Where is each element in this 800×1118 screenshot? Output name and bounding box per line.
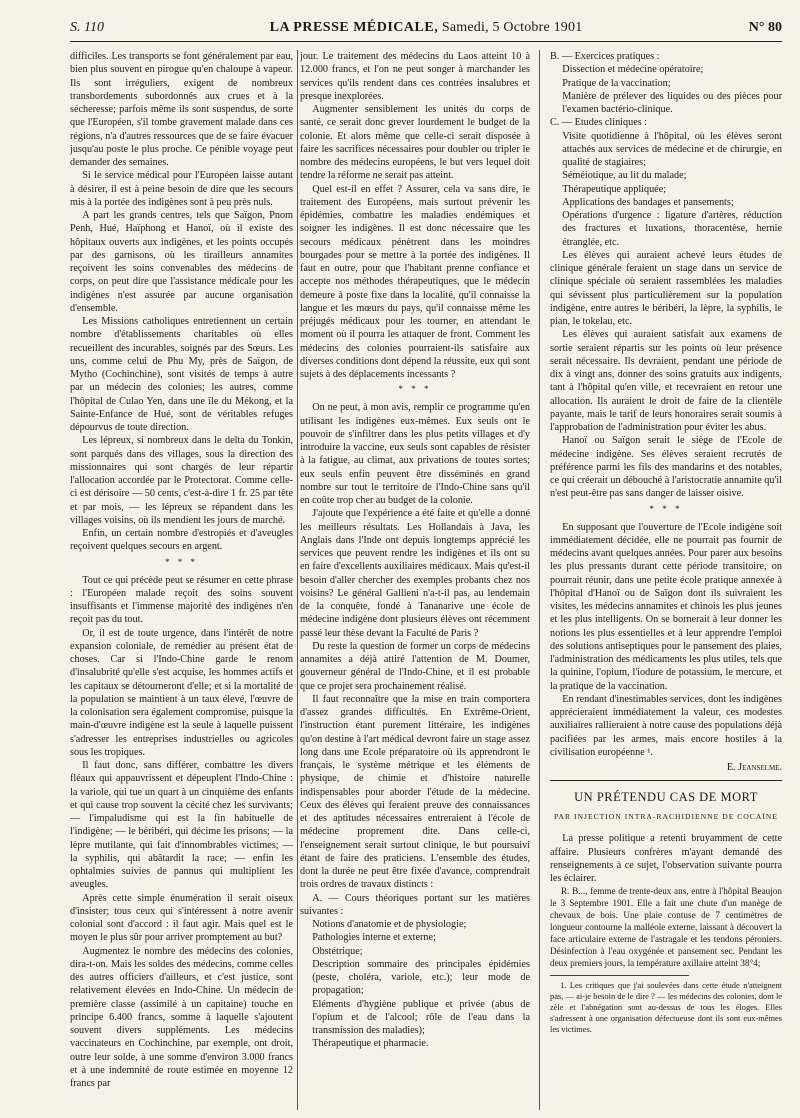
- header-rule: [70, 41, 782, 42]
- list-item: Opérations d'urgence : ligature d'artères, réduction des fractures et luxations, thoracentèse, hernie étranglée, etc.: [562, 210, 782, 248]
- issue-number: N° 80: [748, 20, 782, 35]
- list-item: Dissection et médecine opératoire;: [562, 64, 704, 76]
- paragraph: On ne peut, à mon avis, remplir ce programme qu'en utilisant les indigènes eux-mêmes. Eux seuls ont le pouvoir de s'infiltrer dans les plus petits villages et d'y introduire la vaccine, eux seuls sont capables de résister à la fatigue, au climat, aux privations de toutes sortes; eux seuls enfin peuvent être disséminés en grand nombre sur tout le territoire de l'Indo-Chine sans qu'il en coûte trop cher au budget de la colonie.: [300, 402, 530, 506]
- section-separator: * * *: [649, 503, 683, 514]
- list-item: Applications des bandages et pansements;: [562, 196, 734, 208]
- list-item: Manière de prélever des liquides ou des pièces pour l'examen bactério-clinique.: [562, 90, 782, 115]
- footnote-rule: [550, 975, 689, 976]
- paragraph: Les élèves qui auraient satisfait aux examens de sortie seraient répartis sur les points où leur présence serait nécessaire. Ils devraient, pendant une période de dix à vingt ans, donner des soins gratuits aux indigents, tant à l'hôpital qu'en ville, et recevraient en retour une allocation. Ils auraient le droit de faire de la clientèle payante, mais le tarif de leurs honoraires serait soumis à l'approbation de l'administration pour éviter les abus.: [550, 329, 782, 433]
- article-rule: [550, 780, 782, 781]
- list-item: Thérapeutique et pharmacie.: [312, 1038, 429, 1050]
- column-divider: [539, 50, 540, 1110]
- section-separator: * * *: [165, 556, 198, 567]
- section-heading: B. — Exercices pratiques :: [550, 51, 660, 62]
- paragraph: J'ajoute que l'expérience a été faite et qu'elle a donné les meilleurs résultats. Les Hollandais à Java, les Anglais dans l'Inde ont depuis longtemps apprécié les services que peuvent rendre les indigènes et ils ont su en faire d'excellents auxiliaires médicaux. Mais qu'est-il besoin d'aller chercher des exemples probants chez nos voisins? Le général Gallieni n'a-t-il pas, au lendemain de la conquête, fondé à Tananarive une école de médecine indigène dont plusieurs élèves ont récemment passé leur thèse devant la Faculté de Paris ?: [300, 508, 530, 639]
- paragraph: Tout ce qui précède peut se résumer en cette phrase : l'Européen malade reçoit des soins souvent insuffisants et l'immense majorité des indigènes n'en reçoit pas du tout.: [70, 574, 293, 626]
- clinical-list: [550, 130, 782, 249]
- list-item: Visite quotidienne à l'hôpital, où les élèves seront attachés aux services de médecine et de chirurgie, en qualité de stagiaires;: [562, 130, 782, 168]
- footnote: 1. Les critiques que j'ai soulevées dans cette étude n'atteignent pas, — ai-je besoin de le dire ? — les médecins des colonies, dont le zèle et l'abnégation sont au-dessus de tous les éloges. Elles s'adressent à une organisation défectueuse dont ils sont eux-mêmes les victimes.: [550, 981, 782, 1035]
- paragraph: A part les grands centres, tels que Saïgon, Pnom Penh, Hué, Haïphong et Hanoï, où il existe des hôpitaux ouverts aux indigènes, et les points occupés par des garnisons, où les tirailleurs annamites reçoivent les soins convenables des médecins de corps, on peut dire que l'assistance médicale pour les indigènes n'est assurée par aucune organisation d'ensemble.: [70, 210, 293, 314]
- list-item: Thérapeutique appliquée;: [562, 183, 667, 195]
- paragraph: jour. Le traitement des médecins du Laos atteint 10 à 12.000 francs, et l'on ne peut songer à marchander les services qu'ils rendent dans ces contrées insalubres et presque inexplorées.: [300, 51, 530, 102]
- column-2: [300, 50, 530, 1110]
- column-3: [550, 50, 782, 1110]
- column-divider: [297, 50, 298, 1110]
- paragraph: Les élèves qui auraient achevé leurs études de clinique générale feraient un stage dans un service de clinique spéciale où seraient rassemblées les maladies qui sévissent plus particulièrement sur la population indigène, entre autres le béribéri, la lèpre, la syphilis, le pian, le tokelau, etc.: [550, 249, 782, 327]
- article-subtitle: PAR INJECTION INTRA-RACHIDIENNE DE COCAÏNE: [554, 812, 778, 822]
- paragraph: Du reste la question de former un corps de médecins annamites a déjà attiré l'attention de M. Doumer, gouverneur général de l'Indo-Chine, et il est probable que ce projet sera prochainement réalisé.: [300, 640, 530, 692]
- paragraph: Or, il est de toute urgence, dans l'intérêt de notre expansion coloniale, de remédier au présent état de choses. Car si l'Indo-Chine garde le renom d'insalubrité qu'elle s'est acquise, les hommes actifs et les capitaux se détourneront d'elle; et si la mortalité de la population se maintient à un taux élevé, l'œuvre de la colonisation sera également compromise, puisque la main-d'œuvre indigène est la seule à laquelle puissent s'adresser les entreprises industrielles ou agricoles sous les tropiques.: [70, 627, 293, 758]
- masthead: [70, 18, 782, 38]
- paragraph: Il faut donc, sans différer, combattre les divers fléaux qui appauvrissent et dépeuplent l'Indo-Chine : la variole, qui tue un quart à un cinquième des enfants et qui cause trop souvent la cécité chez les survivants; — l'impaludisme qui est la fin habituelle de l'indigène; — le béribéri, qui décime les prisons; — la lèpre mutilante, qui fait d'innombrables victimes; — la syphilis, qui abâtardit la race; — enfin les ophtalmies suivies de pannus qui multiplient les aveugles.: [70, 760, 293, 891]
- paragraph: difficiles. Les transports se font généralement par eau, bien plus souvent en pirogue qu'en chaloupe à vapeur. Ils sont irréguliers, exigent de nombreux transbordements subordonnés aux crues et à la sécheresse; parfois même ils sont suspendus, de sorte que l'Européen, s'il tombe gravement malade dans ces régions, n'a d'autres ressources que de se faire évacuer jusqu'au poste le plus proche. Ce pénible voyage peut demander des semaines.: [70, 51, 293, 168]
- paragraph: Augmenter sensiblement les unités du corps de santé, ce serait donc grever lourdement le budget de la colonie. Et alors même que celle-ci serait disposée à faire les sacrifices nécessaires pour doubler ou tripler le nombre des médecins européens, le but vers lequel doit tendre la réforme ne serait pas atteint.: [300, 104, 530, 182]
- journal-title: LA PRESSE MÉDICALE,: [269, 20, 439, 35]
- list-item: Eléments d'hygiène publique et privée (abus de l'opium et de l'alcool; rôle de l'eau dans la transmission des maladies);: [312, 998, 530, 1036]
- list-item: Notions d'anatomie et de physiologie;: [312, 919, 467, 930]
- paragraph: La presse politique a retenti bruyamment de cette affaire. Plusieurs confrères m'ayant demandé des renseignements à ce sujet, l'observation suivante pourra les éclairer.: [550, 833, 782, 884]
- issue-date: Samedi, 5 Octobre 1901: [441, 20, 583, 35]
- page-header: [70, 18, 782, 38]
- section-separator: * * *: [398, 384, 432, 395]
- author-signature: E. Jeanselme.: [726, 762, 782, 773]
- section-heading: C. — Etudes cliniques :: [550, 117, 648, 129]
- article-title: UN PRÉTENDU CAS DE MORT: [574, 790, 758, 805]
- exercise-list: [550, 63, 782, 116]
- paragraph: Il faut reconnaître que la mise en train comportera d'assez grandes difficultés. En Extrême-Orient, l'instruction étant purement littéraire, les indigènes qu'on destine à l'art médical devront faire un stage assez long dans une Ecole préparatoire où ils apprendront le français, le système métrique et les éléments de physique, de chimie et d'histoire naturelle indispensables pour aborder l'étude de la médecine. Ceux des élèves qui feraient preuve des connaissances et des aptitudes nécessaires entreraient à l'école de médecine proprement dite. Dans celle-ci, l'enseignement serait surtout clinique, le but poursuivi étant de faire des praticiens. L'ensemble des études, dont la durée ne peut être fixée d'avance, comprendrait trois ordres de travaux distincts :: [300, 693, 530, 891]
- course-heading: A. — Cours théoriques portant sur les matières suivantes :: [300, 892, 530, 917]
- paragraph: Augmentez le nombre des médecins des colonies, dira-t-on. Mais les soldes des médecins, comme celles des autres officiers d'ailleurs, et c'est justice, sont relativement élevées en Indo-Chine. Un médecin de première classe (assimilé à un capitaine) touche en principe 6.400 francs, somme à laquelle s'ajoutent souvent divers suppléments. Les médecins vaccinateurs en Cochinchine, par exemple, ont droit, outre leur solde, à une somme d'environ 3.000 francs et à une indemnité de route estimée en moyenne 12 francs par: [70, 945, 293, 1089]
- paragraph: Hanoï ou Saïgon serait le siège de l'Ecole de médecine indigène. Ses élèves seraient recrutés de préférence parmi les fils des mandarins et des notables, ce qui créerait un débouché à l'aristocratie annamite qu'il n'est peut-être pas sans danger de laisser oisive.: [550, 435, 782, 500]
- list-item: Séméiotique, au lit du malade;: [562, 170, 687, 182]
- paragraph: Si le service médical pour l'Européen laisse autant à désirer, il est à peine besoin de dire que les secours mis à la portée des indigènes sont à peu près nuls.: [70, 170, 293, 208]
- paragraph: Les lépreux, si nombreux dans le delta du Tonkin, sont parqués dans des villages, sous la direction des missionnaires qui sont chargés de leur répartir l'allocation accordée par le Protectorat. Comme celle-ci est dérisoire — 50 cents, c'est-à-dire 1 fr. 25 par tête et par mois, — les lépreux se répandent dans les villages voisins, où ils mendient les jours de marché.: [70, 435, 293, 526]
- paragraph: Les Missions catholiques entretiennent un certain nombre d'établissements charitables où elles recueillent des incurables, soignés par des Sœurs. Les uns, comme celui de Phu My, près de Saïgon, de Mytho (Cochinchine), sont visités de temps à autre par un médecin des colonies; les autres, comme l'hôpital de Culao Yen, dans une île du Mékong, et la Sainte-Enfance de Hué, sont de véritables refuges dépourvus de toute direction.: [70, 316, 293, 433]
- course-list: [300, 918, 530, 1051]
- list-item: Pratique de la vaccination;: [562, 77, 671, 89]
- case-report: R. B..., femme de trente-deux ans, entre à l'hôpital Beaujon le 3 Septembre 1901. Elle a fait une chute d'un manège de chevaux de bois. Une plaie contuse de 7 centimètres de longueur contourne la malléole externe, laissant à découvert la face articulaire externe de l'astragale et les tendons péroniers. Désinfection à l'eau oxygénée et pansement sec. Pendant les deux premiers jours, la température axillaire atteint 38°4;: [550, 886, 782, 969]
- column-1: [70, 50, 293, 1110]
- page-number: S. 110: [70, 20, 104, 35]
- paragraph: Après cette simple énumération il serait oiseux d'insister; tous ceux qui s'intéressent à notre avenir colonial sont d'accord : il faut agir. Mais quel est le moyen le plus sûr pour arriver promptement au but?: [70, 892, 293, 944]
- list-item: Description sommaire des principales épidémies (peste, choléra, variole, etc.); leur mode de propagation;: [312, 958, 530, 997]
- paragraph: En supposant que l'ouverture de l'Ecole indigène soit immédiatement décidée, elle ne pourrait pas fournir de médecins avant quelques années. Pour parer aux besoins les plus pressants durant cette période transitoire, on pourrait réunir, dans une petite école pratique annexée à l'hôpital d'Hanoï ou de Saïgon dont ils suivraient les visites, les médecins annamites et chinois les plus jeunes et les plus intelligents. On se bornerait à leur donner les notions les plus essentielles et à leur apprendre l'emploi des solutions antiseptiques pour le pansement des plaies, l'administration des médicaments les plus utiles, tels que la quinine, l'opium, l'iodure de potassium, le mercure, et la pratique de la vaccination.: [550, 521, 782, 692]
- paragraph: Enfin, un certain nombre d'estropiés et d'aveugles reçoivent quelques secours en argent.: [70, 528, 293, 553]
- list-item: Obstétrique;: [312, 945, 363, 957]
- paragraph: En rendant d'inestimables services, dont les indigènes apprécieraient immédiatement la valeur, ces modestes auxiliaires rallieraient à notre cause des populations déjà pacifiées par les armes, mais encore hostiles à la civilisation européenne ¹.: [550, 693, 782, 758]
- paragraph: Quel est-il en effet ? Assurer, cela va sans dire, le traitement des Européens, mais surtout prévenir les épidémies, combattre les maladies endémiques et soigner les indigènes. Il est donc nécessaire que les secours médicaux pénètrent dans les moindres bourgades pour se mettre à la portée des indigènes. Il faut en outre, pour que l'habitant prenne confiance et accepte nos méthodes thérapeutiques, que le médecin demeure à poste fixe dans la localité, qu'il connaisse la langue et les mœurs du pays, qu'il connaisse même les préjugés médicaux pour les tourner, en attendant le moment où il pourra les attaquer de front. Comment les médecins des colonies pourraient-ils satisfaire aux diverses conditions dont dépend la réussite, eux qui sont sujets à des déplacements incessants ?: [300, 183, 530, 380]
- list-item: Pathologies interne et externe;: [312, 932, 436, 944]
